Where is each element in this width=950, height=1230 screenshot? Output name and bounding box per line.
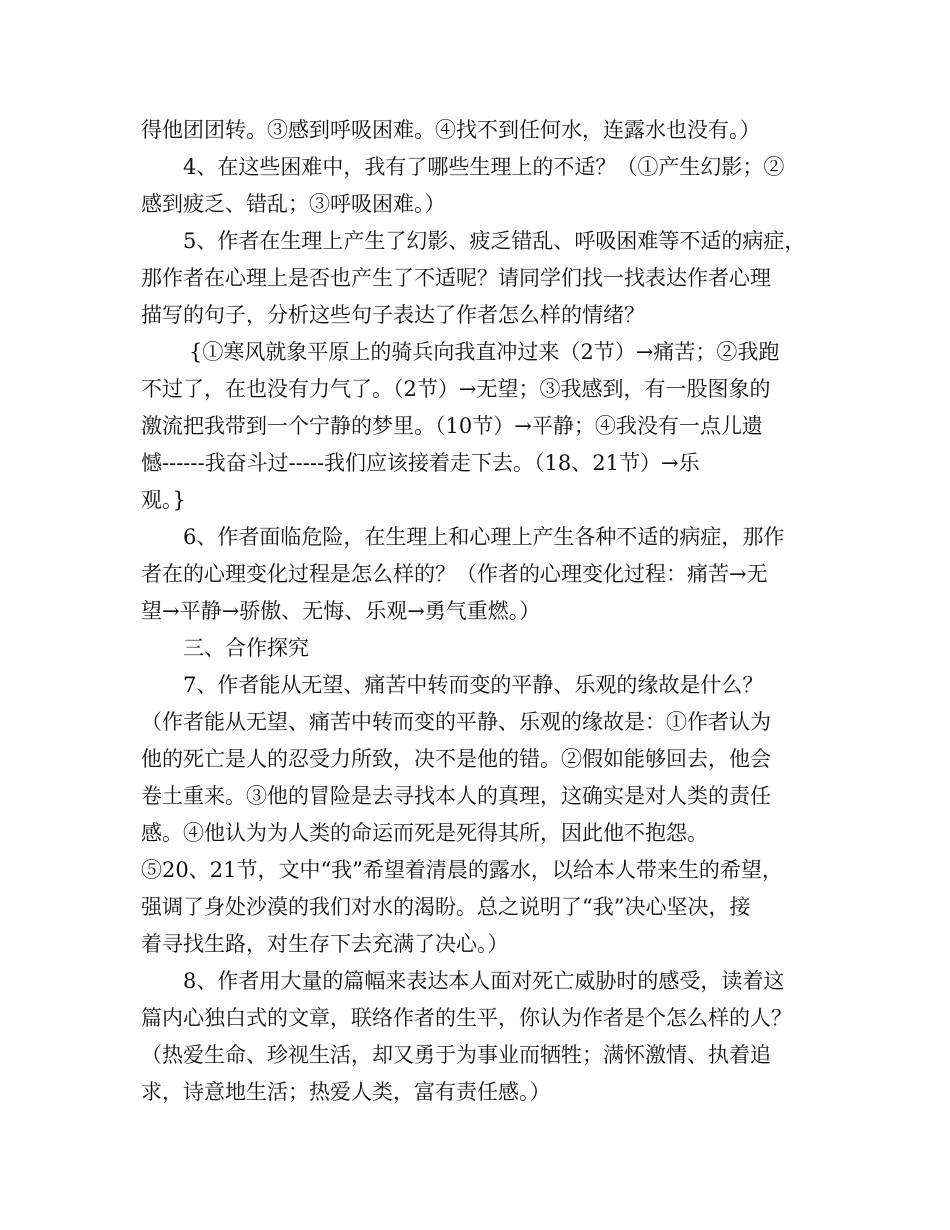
text-line: 6、作者面临危险，在生理上和心理上产生各种不适的病症，那作 [183,525,785,549]
text-line: 激流把我带到一个宁静的梦里。（10节）→平静；④我没有一点儿遗 [141,414,763,438]
text-line: 8、作者用大量的篇幅来表达本人面对死亡威胁时的感受，读着这 [183,969,785,993]
text-line: 篇内心独白式的文章，联络作者的生平，你认为作者是个怎么样的人？ [141,1006,792,1030]
text-line: 者在的心理变化过程是怎么样的？（作者的心理变化过程：痛苦→无 [141,562,768,586]
text-line: 感到疲乏、错乱；③呼吸困难。） [141,192,446,216]
text-line: 那作者在心理上是否也产生了不适呢？请同学们找一找表达作者心理 [141,266,771,290]
text-line: 感。④他认为为人类的命运而死是死得其所，因此他不抱怨。 [141,821,708,845]
text-line: 着寻找生路，对生存下去充满了决心。） [141,932,509,956]
text-line: 4、在这些困难中，我有了哪些生理上的不适？（①产生幻影；② [183,155,785,179]
text-line: {①寒风就象平原上的骑兵向我直冲过来（2节）→痛苦；②我跑 [189,340,780,364]
text-line: 望→平静→骄傲、无悔、乐观→勇气重燃。） [141,599,541,623]
text-line: 描写的句子，分析这些句子表达了作者怎么样的情绪？ [141,303,645,327]
text-line: 憾------我奋斗过-----我们应该接着走下去。（18、21节）→乐 [141,451,700,475]
section-heading: 三、合作探究 [183,636,309,660]
text-line: 得他团团转。③感到呼吸困难。④找不到任何水，连露水也没有。） [141,118,761,142]
text-line: 卷土重来。③他的冒险是去寻找本人的真理，这确实是对人类的责任 [141,784,771,808]
text-line: 求，诗意地生活；热爱人类，富有责任感。） [141,1080,551,1104]
text-line: 7、作者能从无望、痛苦中转而变的平静、乐观的缘故是什么？ [183,673,764,697]
text-line: （热爱生命、珍视生活，却又勇于为事业而牺牲；满怀激情、执着追 [141,1043,771,1067]
text-line: 强调了身处沙漠的我们对水的渴盼。总之说明了“我”决心坚决，接 [141,895,751,919]
text-line: 5、作者在生理上产生了幻影、疲乏错乱、呼吸困难等不适的病症， [183,229,806,253]
text-line: 观。} [141,488,186,512]
text-line: 不过了，在也没有力气了。（2节）→无望；③我感到，有一股图象的 [141,377,771,401]
text-line: ⑤20、21节，文中“我”希望着清晨的露水，以给本人带来生的希望， [141,858,783,882]
document-body [141,112,811,1111]
text-line: 他的死亡是人的忍受力所致，决不是他的错。②假如能够回去，他会 [141,747,771,771]
text-line: （作者能从无望、痛苦中转而变的平静、乐观的缘故是：①作者认为 [141,710,771,734]
